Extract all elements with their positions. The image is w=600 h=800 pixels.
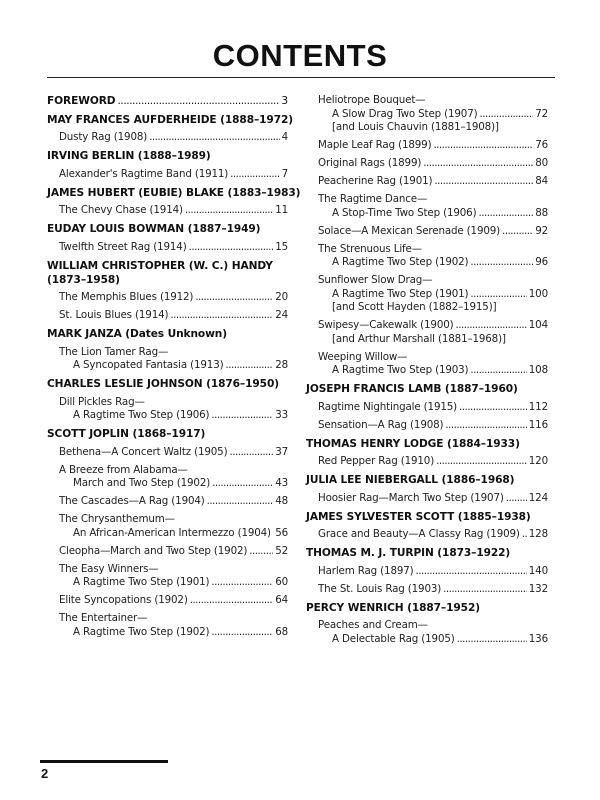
heading-text: JOSEPH FRANCIS LAMB (1887–1960) — [306, 383, 518, 395]
heading-text: JULIA LEE NIEBERGALL (1886–1968) — [306, 474, 515, 486]
entry-title: A Ragtime Two Step (1902) — [73, 625, 210, 638]
page-ref: 68 — [275, 625, 288, 638]
toc-entry[interactable] — [47, 446, 288, 460]
toc-line — [306, 157, 548, 171]
entry-title: Dill Pickles Rag— — [59, 395, 145, 408]
dot-leader — [149, 131, 279, 145]
toc-entry[interactable] — [47, 563, 288, 590]
toc-entry[interactable] — [47, 309, 288, 323]
entry-title: Original Rags (1899) — [318, 157, 422, 169]
entry-title: Alexander's Ragtime Band (1911) — [59, 167, 229, 180]
toc-line — [47, 359, 288, 373]
entry-title: A Delectable Rag (1905) — [332, 632, 455, 645]
toc-entry[interactable] — [306, 401, 548, 415]
composer-heading — [306, 546, 548, 560]
toc-line — [306, 583, 548, 597]
dot-leader — [117, 94, 279, 108]
toc-line — [47, 626, 288, 640]
toc-column-left — [47, 94, 301, 639]
dot-leader — [207, 495, 274, 509]
page-ref: 48 — [275, 495, 288, 507]
page-ref: 64 — [275, 594, 288, 606]
heading-text: IRVING BERLIN (1888–1989) — [47, 150, 211, 162]
entry-title: Sunflower Slow Drag— — [318, 274, 433, 286]
composer-heading — [306, 473, 548, 487]
entry-title: A Slow Drag Two Step (1907) — [332, 107, 478, 120]
entry-title: A Syncopated Fantasia (1913) — [73, 359, 224, 371]
dot-leader — [479, 108, 533, 122]
entry-title: A Ragtime Two Step (1901) — [73, 576, 210, 588]
toc-entry[interactable] — [306, 319, 548, 346]
entry-title: Grace and Beauty—A Classy Rag (1909) — [318, 528, 520, 540]
dot-leader — [195, 291, 273, 305]
page-ref: 140 — [528, 564, 548, 577]
heading-text: SCOTT JOPLIN (1868–1917) — [47, 428, 206, 440]
entry-note: [and Scott Hayden (1882–1915)] — [332, 301, 497, 313]
heading-text: CHARLES LESLIE JOHNSON (1876–1950) — [47, 378, 279, 390]
toc-line — [306, 139, 548, 153]
page-ref: 92 — [535, 224, 548, 237]
entry-title: Harlem Rag (1897) — [318, 564, 414, 577]
entry-title: A Ragtime Two Step (1903) — [332, 364, 469, 376]
toc-entry[interactable] — [47, 464, 288, 491]
dot-leader — [230, 168, 279, 182]
entry-title: The Memphis Blues (1912) — [59, 291, 194, 303]
heading-text: WILLIAM CHRISTOPHER (W. C.) HANDY — [47, 259, 273, 272]
heading-text: MAY FRANCES AUFDERHEIDE (1888–1972) — [47, 113, 293, 126]
title-rule — [47, 77, 555, 78]
entry-title: Elite Syncopations (1902) — [59, 594, 188, 606]
toc-line — [47, 291, 288, 305]
toc-line — [306, 455, 548, 469]
entry-title: The Ragtime Dance— — [318, 193, 428, 205]
toc-column-right — [306, 94, 548, 646]
dot-leader — [225, 359, 273, 373]
page-ref: 11 — [275, 204, 288, 216]
toc-entry[interactable] — [47, 545, 288, 559]
dot-leader — [416, 565, 527, 579]
toc-line — [47, 495, 288, 509]
dot-leader — [456, 319, 527, 333]
toc-entry[interactable] — [47, 346, 288, 373]
toc-entry-foreword[interactable] — [47, 94, 288, 108]
page-ref: 43 — [275, 477, 288, 489]
heading-text: MARK JANZA (Dates Unknown) — [47, 328, 227, 340]
toc-entry[interactable] — [306, 619, 548, 646]
dot-leader — [211, 409, 273, 423]
toc-entry[interactable] — [47, 131, 288, 145]
page-ref: 56 — [275, 526, 288, 539]
page-ref: 28 — [275, 359, 288, 371]
toc-line — [306, 225, 548, 239]
page-ref: 116 — [528, 418, 548, 431]
toc-line — [47, 477, 288, 491]
page-ref: 80 — [535, 157, 548, 169]
toc-line — [47, 241, 288, 255]
toc-entry[interactable] — [47, 396, 288, 423]
toc-line — [47, 409, 288, 423]
dot-leader — [185, 204, 273, 218]
toc-line — [306, 401, 548, 415]
page-ref: 33 — [275, 409, 288, 421]
dot-leader — [211, 576, 273, 590]
entry-title: A Ragtime Two Step (1906) — [73, 409, 210, 421]
heading-text: EUDAY LOUIS BOWMAN (1887–1949) — [47, 223, 261, 235]
composer-heading — [306, 382, 548, 396]
page-ref: 108 — [528, 364, 548, 376]
composer-heading — [47, 259, 288, 287]
toc-line — [306, 256, 548, 270]
heading-text: JAMES SYLVESTER SCOTT (1885–1938) — [306, 510, 531, 523]
entry-title: The Strenuous Life— — [318, 242, 422, 255]
entry-title: Bethena—A Concert Waltz (1905) — [59, 445, 228, 458]
page-ref: 52 — [275, 544, 288, 557]
entry-title: FOREWORD — [47, 95, 116, 107]
toc-entry[interactable] — [47, 204, 288, 218]
toc-entry[interactable] — [306, 565, 548, 579]
dot-leader — [189, 241, 274, 255]
entry-title: The Cascades—A Rag (1904) — [59, 495, 205, 507]
toc-line — [306, 319, 548, 333]
toc-entry[interactable] — [47, 168, 288, 182]
dot-leader — [229, 446, 273, 460]
dot-leader — [212, 477, 273, 491]
entry-title: Weeping Willow— — [318, 350, 408, 363]
toc-entry[interactable] — [306, 492, 548, 506]
toc-line — [47, 309, 288, 323]
page-ref: 37 — [275, 445, 288, 458]
page-ref: 96 — [535, 256, 548, 268]
page-number: 2 — [41, 766, 49, 781]
dot-leader — [190, 594, 274, 608]
entry-title: Swipesy—Cakewalk (1900) — [318, 319, 454, 331]
toc-entry[interactable] — [47, 241, 288, 255]
dot-leader — [506, 492, 527, 506]
entry-title: Cleopha—March and Two Step (1902) — [59, 544, 248, 557]
toc-line — [306, 419, 548, 433]
composer-heading — [47, 427, 288, 441]
page-ref: 104 — [528, 319, 548, 331]
entry-title: The Chrysanthemum— — [59, 513, 175, 525]
dot-leader — [470, 256, 533, 270]
dot-leader — [470, 364, 526, 378]
toc-entry[interactable] — [306, 274, 548, 315]
entry-title: Ragtime Nightingale (1915) — [318, 400, 458, 413]
toc-line — [306, 565, 548, 579]
entry-title: A Ragtime Two Step (1901) — [332, 287, 469, 300]
dot-leader — [445, 419, 526, 433]
heading-text: (1873–1958) — [47, 273, 120, 286]
page-ref: 100 — [528, 287, 548, 300]
composer-heading — [47, 113, 293, 127]
dot-leader — [443, 583, 527, 597]
toc-entry[interactable] — [306, 583, 548, 597]
dot-leader — [502, 225, 533, 239]
toc-line — [47, 446, 288, 460]
entry-note: [and Louis Chauvin (1881–1908)] — [332, 121, 499, 133]
composer-heading — [47, 327, 288, 341]
dot-leader — [433, 139, 533, 153]
entry-title: A Stop-Time Two Step (1906) — [332, 206, 477, 219]
entry-title: Peaches and Cream— — [318, 619, 428, 631]
toc-line — [306, 207, 548, 221]
toc-line — [47, 204, 288, 218]
dot-leader — [478, 207, 533, 221]
toc-entry[interactable] — [306, 139, 548, 153]
composer-heading — [47, 377, 288, 391]
heading-text: THOMAS HENRY LODGE (1884–1933) — [306, 437, 520, 450]
entry-title: Maple Leaf Rag (1899) — [318, 139, 432, 151]
heading-text: THOMAS M. J. TURPIN (1873–1922) — [306, 547, 511, 559]
page-ref: 136 — [528, 632, 548, 645]
toc-entry[interactable] — [306, 193, 548, 220]
dot-leader — [459, 401, 527, 415]
composer-heading — [306, 437, 548, 451]
page-ref: 120 — [528, 455, 548, 467]
page-ref: 132 — [528, 582, 548, 595]
dot-leader — [249, 545, 273, 559]
page-ref: 7 — [281, 167, 288, 180]
toc-line — [47, 545, 288, 559]
toc-entry[interactable] — [47, 513, 288, 540]
toc-line — [47, 594, 288, 608]
composer-heading — [47, 149, 288, 163]
toc-entry[interactable] — [306, 419, 548, 433]
toc-entry[interactable] — [306, 528, 548, 542]
page-ref: 128 — [528, 528, 548, 540]
toc-line — [47, 576, 288, 590]
entry-title: March and Two Step (1902) — [73, 477, 211, 489]
page-ref: 3 — [281, 95, 288, 107]
toc-entry[interactable] — [306, 225, 548, 239]
toc-entry[interactable] — [306, 351, 548, 378]
entry-title: A Breeze from Alabama— — [59, 463, 188, 476]
toc-entry[interactable] — [306, 243, 548, 270]
toc-entry[interactable] — [47, 291, 288, 305]
toc-entry[interactable] — [47, 495, 288, 509]
entry-title: The Lion Tamer Rag— — [59, 345, 169, 358]
entry-note: [and Arthur Marshall (1881–1968)] — [332, 332, 506, 345]
page-ref: 84 — [535, 175, 548, 187]
page-ref: 88 — [535, 206, 548, 219]
entry-title: Heliotrope Bouquet— — [318, 94, 426, 106]
entry-title: Sensation—A Rag (1908) — [318, 418, 444, 431]
toc-line — [306, 108, 548, 122]
page-ref: 124 — [528, 491, 548, 504]
page-ref: 4 — [281, 131, 288, 143]
entry-title: Solace—A Mexican Serenade (1909) — [318, 224, 501, 237]
toc-line — [47, 527, 288, 541]
dot-leader — [436, 455, 527, 469]
dot-leader — [211, 626, 273, 640]
entry-title: St. Louis Blues (1914) — [59, 309, 169, 321]
footer-rule — [40, 760, 168, 763]
entry-title: Hoosier Rag—March Two Step (1907) — [318, 491, 504, 504]
entry-title: The Chevy Chase (1914) — [59, 204, 183, 216]
entry-title: Dusty Rag (1908) — [59, 131, 148, 143]
toc-line — [306, 175, 548, 189]
page-title: CONTENTS — [212, 38, 388, 73]
toc-line — [306, 492, 548, 506]
page-ref: 72 — [535, 107, 548, 120]
dot-leader — [522, 528, 527, 542]
heading-text: PERCY WENRICH (1887–1952) — [306, 601, 480, 614]
entry-title: Peacherine Rag (1901) — [318, 175, 433, 187]
entry-title: Red Pepper Rag (1910) — [318, 455, 435, 467]
toc-line — [47, 168, 288, 182]
entry-title: The Easy Winners— — [59, 562, 159, 575]
toc-line — [306, 364, 548, 378]
toc-line — [306, 528, 548, 542]
composer-heading — [47, 186, 301, 200]
page-ref: 15 — [275, 240, 288, 253]
composer-heading — [47, 222, 288, 236]
composer-heading — [306, 601, 548, 615]
page-ref: 24 — [275, 309, 288, 321]
toc-entry[interactable] — [306, 455, 548, 469]
toc-entry[interactable] — [306, 94, 548, 135]
toc-entry[interactable] — [306, 175, 548, 189]
toc-line — [306, 288, 548, 302]
dot-leader — [470, 288, 526, 302]
entry-title: Twelfth Street Rag (1914) — [59, 240, 187, 253]
toc-line — [47, 94, 288, 108]
entry-title: A Ragtime Two Step (1902) — [332, 256, 469, 268]
toc-entry[interactable] — [306, 157, 548, 171]
dot-leader — [423, 157, 533, 171]
page-ref: 20 — [275, 291, 288, 303]
toc-entry[interactable] — [47, 612, 288, 639]
composer-heading — [306, 510, 548, 524]
toc-line — [47, 131, 288, 145]
heading-text: JAMES HUBERT (EUBIE) BLAKE (1883–1983) — [47, 186, 301, 199]
page-ref: 112 — [528, 400, 548, 413]
entry-title: The Entertainer— — [59, 612, 148, 624]
entry-title: An African-American Intermezzo (1904) — [73, 526, 271, 539]
entry-title: The St. Louis Rag (1903) — [318, 582, 442, 595]
toc-line — [306, 633, 548, 647]
page-ref: 76 — [535, 139, 548, 151]
page-ref: 60 — [275, 576, 288, 588]
dot-leader — [457, 633, 527, 647]
dot-leader — [434, 175, 533, 189]
toc-entry[interactable] — [47, 594, 288, 608]
dot-leader — [170, 309, 273, 323]
